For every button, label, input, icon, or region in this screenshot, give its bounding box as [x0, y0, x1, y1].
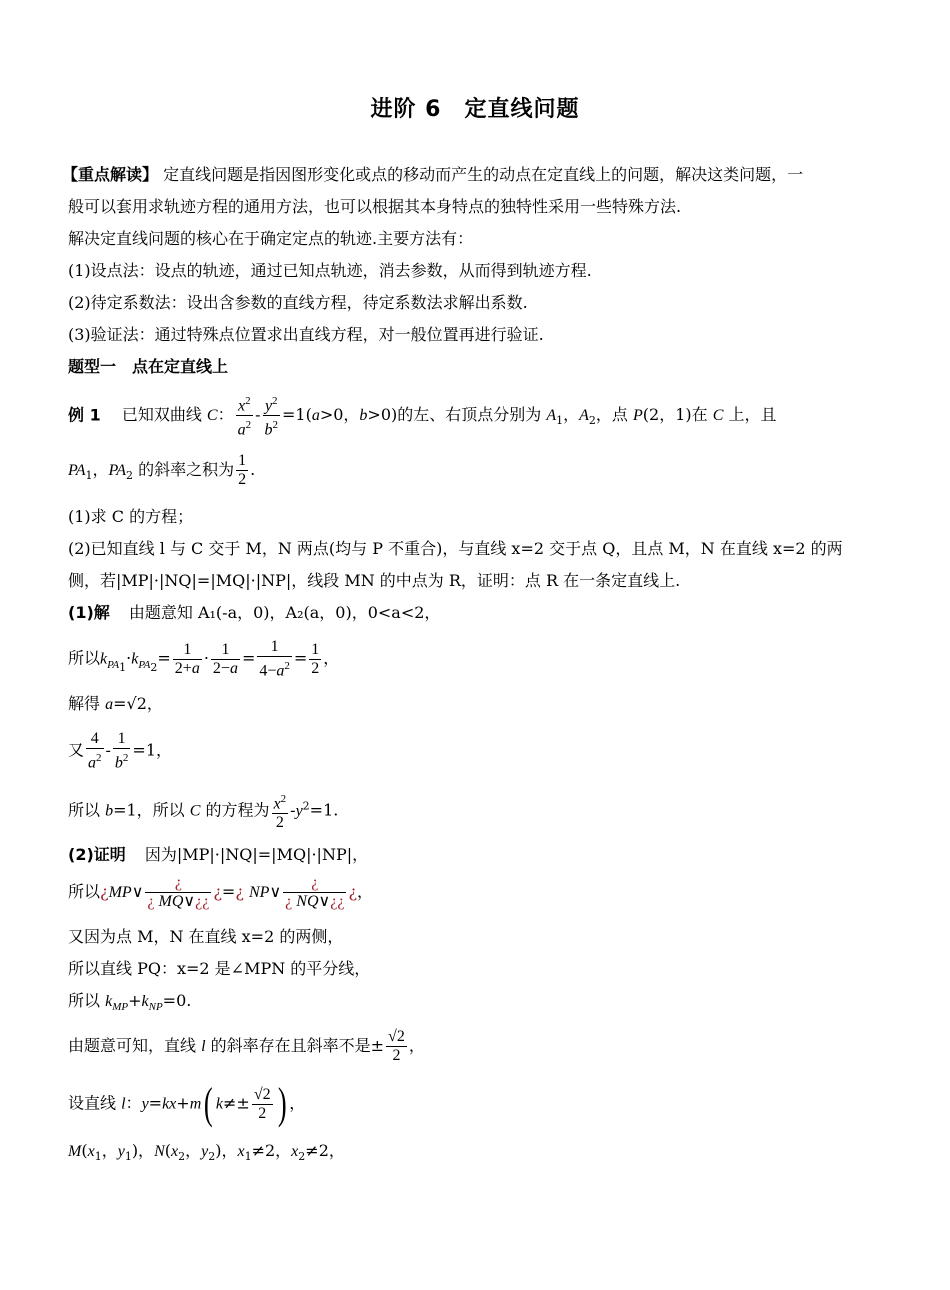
example-line-1: [68, 392, 777, 440]
solution-line-2: [68, 845, 368, 865]
question-1: (1)求 C 的方程；: [68, 507, 194, 526]
intro-text-1: 定直线问题是指因图形变化或点的移动而产生的动点在定直线上的问题，解决这类问题，一: [163, 165, 804, 184]
method-2: (2)待定系数法：设出含参数的直线方程，待定系数法求解出系数.: [68, 293, 528, 312]
solution-formula-garbled: 所以¿MP∨ $\frac{¿}{¿ MQ\vee¿¿}$ ¿=¿ NP∨ $\frac{¿}{¿ NQ\vee¿¿}$ ¿，: [68, 874, 374, 910]
intro-label: 【重点解读】: [62, 165, 159, 184]
solution-text-5: 所以 $k_{MP}+k_{NP}=0$.: [68, 991, 192, 1014]
page-title: 进阶 6 定直线问题: [370, 97, 580, 122]
solution-formula-7: 设直线 l：y=kx+m( k≠± $\frac{√2}{2}$ ) ，: [68, 1079, 306, 1128]
section-heading: 题型一 点在定直线上: [68, 357, 229, 376]
solution-formula-2: 所以$k_{PA_1}\cdot k_{PA_2}=$ $\frac{1}{2+a}$ · $\frac{1}{2-a}$ = $\frac{1}{4-a^2}$ = $\frac{1}{2}$ ，: [68, 638, 340, 680]
solution-line-1: [68, 603, 440, 623]
solution-label-2: (2)证明: [68, 845, 126, 864]
solution-text-6: $M(x_1$，$y_1$)，$N(x_2$，$y_2$)，$x_1\ne 2$，$x_2\ne 2$，: [68, 1141, 345, 1164]
intro-line-3: 解决定直线问题的核心在于确定定点的轨迹.主要方法有：: [68, 229, 474, 248]
solution-formula-4: 又 $\frac{4}{a^2}$ - $\frac{1}{b^2}$ =1，: [68, 730, 173, 772]
solution-text-2: 因为|MP|·|NQ|=|MQ|·|NP|，: [144, 845, 369, 864]
solution-text-3: 又因为点 M，N 在直线 x=2 的两侧，: [68, 927, 344, 946]
solution-text-4: 所以直线 PQ：x=2 是∠MPN 的平分线，: [68, 959, 371, 978]
example-line-2: $PA_1$，$PA_2$ 的斜率之积为 $\frac{1}{2}$ .: [68, 452, 256, 488]
solution-label-1: (1)解: [68, 603, 110, 622]
intro-line-1: [62, 165, 803, 185]
method-1: (1)设点法：设点的轨迹，通过已知点轨迹，消去参数，从而得到轨迹方程.: [68, 261, 592, 280]
question-2a: (2)已知直线 l 与 C 交于 M，N 两点(均与 P 不重合)，与直线 x=2 交于点 Q，且点 M，N 在直线 x=2 的两: [68, 539, 843, 558]
solution-formula-5: 所以 b=1，所以 C 的方程为 $\frac{x^2}{2}$ $-y^2=1$.: [68, 793, 339, 832]
question-2b: 侧，若|MP|·|NQ|=|MQ|·|NP|，线段 MN 的中点为 R，证明：点 R 在一条定直线上.: [68, 571, 681, 590]
example-formula-1: 已知双曲线 C： $\frac{x^2}{a^2}$ - $\frac{y^2}{b^2}$ =1(a>0，b>0)的左、右顶点分别为 $A_1$，$A_2$，点 P(2，1)在 C 上，且: [105, 395, 777, 439]
solution-text-1: 由题意知 A₁(-a，0)，A₂(a，0)，0<a<2，: [128, 603, 441, 622]
example-label: 例 1: [68, 405, 101, 425]
intro-line-2: 般可以套用求轨迹方程的通用方法，也可以根据其本身特点的独特性采用一些特殊方法.: [68, 197, 682, 216]
solution-formula-6: 由题意可知，直线 l 的斜率存在且斜率不是± $\frac{√2}{2}$ ，: [68, 1028, 425, 1064]
solution-formula-3: 解得 a=√2，: [68, 694, 163, 713]
method-3: (3)验证法：通过特殊点位置求出直线方程，对一般位置再进行验证.: [68, 325, 544, 344]
